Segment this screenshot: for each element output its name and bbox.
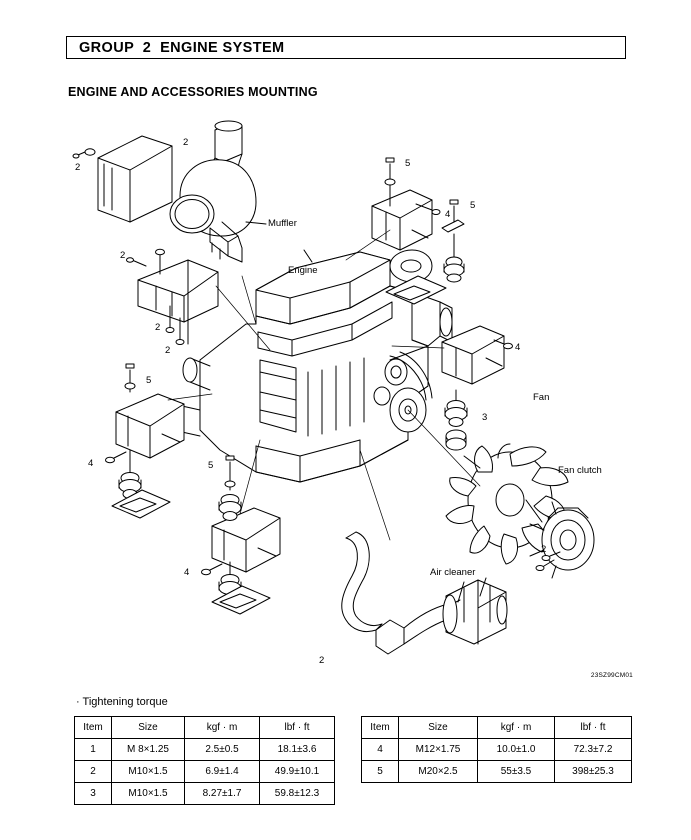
callout-4-a: 4 — [445, 209, 451, 220]
table-row — [362, 739, 632, 761]
col-header-lbf: lbf · ft — [260, 717, 335, 739]
cell-size: M 8×1.25 — [112, 739, 185, 761]
label-muffler: Muffler — [268, 218, 297, 229]
col-header-kgf: kgf · m — [185, 717, 260, 739]
left-upper-bracket — [127, 249, 219, 344]
cell-kgf: 55±3.5 — [478, 761, 555, 783]
cell-item: 2 — [75, 761, 112, 783]
table-header-row — [362, 717, 632, 739]
cell-item: 5 — [362, 761, 399, 783]
cell-kgf: 8.27±1.7 — [185, 783, 260, 805]
label-fan: Fan — [533, 392, 550, 403]
torque-table-left — [74, 716, 335, 805]
callout-2-c: 2 — [120, 250, 126, 261]
callout-2-d: 2 — [155, 322, 161, 333]
col-header-item: Item — [75, 717, 112, 739]
callout-2-g: 2 — [319, 655, 325, 666]
cell-lbf: 18.1±3.6 — [260, 739, 335, 761]
diagram-svg — [60, 110, 640, 670]
cell-item: 4 — [362, 739, 399, 761]
cell-kgf: 2.5±0.5 — [185, 739, 260, 761]
table-row — [75, 761, 335, 783]
torque-caption: · Tightening torque — [76, 696, 168, 708]
cell-kgf: 6.9±1.4 — [185, 761, 260, 783]
figure-code: 23SZ99CM01 — [590, 672, 633, 679]
callout-5-c: 5 — [146, 375, 152, 386]
cell-lbf: 72.3±7.2 — [555, 739, 632, 761]
air-cleaner — [376, 578, 507, 654]
mount-bracket-top-right — [372, 158, 440, 250]
callout-2-f: 2 — [541, 544, 547, 555]
mount-bracket-mid-right — [442, 326, 513, 450]
cell-item: 3 — [75, 783, 112, 805]
callout-5-a: 5 — [405, 158, 411, 169]
callout-5-d: 5 — [208, 460, 214, 471]
intake-pipe — [342, 532, 382, 632]
cell-lbf: 59.8±12.3 — [260, 783, 335, 805]
callout-2-e: 2 — [165, 345, 171, 356]
cell-lbf: 49.9±10.1 — [260, 761, 335, 783]
cell-size: M20×2.5 — [399, 761, 478, 783]
engine-mounting-diagram — [60, 110, 640, 670]
group-header-box — [66, 36, 626, 59]
group-header-title: GROUP 2 ENGINE SYSTEM — [79, 40, 285, 56]
col-header-item: Item — [362, 717, 399, 739]
cell-size: M10×1.5 — [112, 783, 185, 805]
label-engine: Engine — [288, 265, 318, 276]
callout-4-d: 4 — [184, 567, 190, 578]
col-header-size: Size — [399, 717, 478, 739]
callout-3: 3 — [482, 412, 488, 423]
label-air-cleaner: Air cleaner — [430, 567, 476, 578]
callout-5-b: 5 — [470, 200, 476, 211]
table-header-row — [75, 717, 335, 739]
table-row — [75, 783, 335, 805]
callout-4-b: 4 — [515, 342, 521, 353]
callout-2-a: 2 — [183, 137, 189, 148]
mount-bracket-lower-left — [106, 364, 185, 518]
col-header-kgf: kgf · m — [478, 717, 555, 739]
callout-4-c: 4 — [88, 458, 94, 469]
label-fan-clutch: Fan clutch — [558, 465, 602, 476]
cell-lbf: 398±25.3 — [555, 761, 632, 783]
col-header-size: Size — [112, 717, 185, 739]
cell-kgf: 10.0±1.0 — [478, 739, 555, 761]
muffler-bracket — [73, 136, 172, 222]
torque-table-right — [361, 716, 632, 783]
page-title: ENGINE AND ACCESSORIES MOUNTING — [68, 85, 318, 99]
cell-size: M10×1.5 — [112, 761, 185, 783]
callout-2-b: 2 — [75, 162, 81, 173]
table-row — [362, 761, 632, 783]
mount-bracket-bottom-center — [202, 456, 281, 614]
cell-item: 1 — [75, 739, 112, 761]
cell-size: M12×1.75 — [399, 739, 478, 761]
table-row — [75, 739, 335, 761]
col-header-lbf: lbf · ft — [555, 717, 632, 739]
